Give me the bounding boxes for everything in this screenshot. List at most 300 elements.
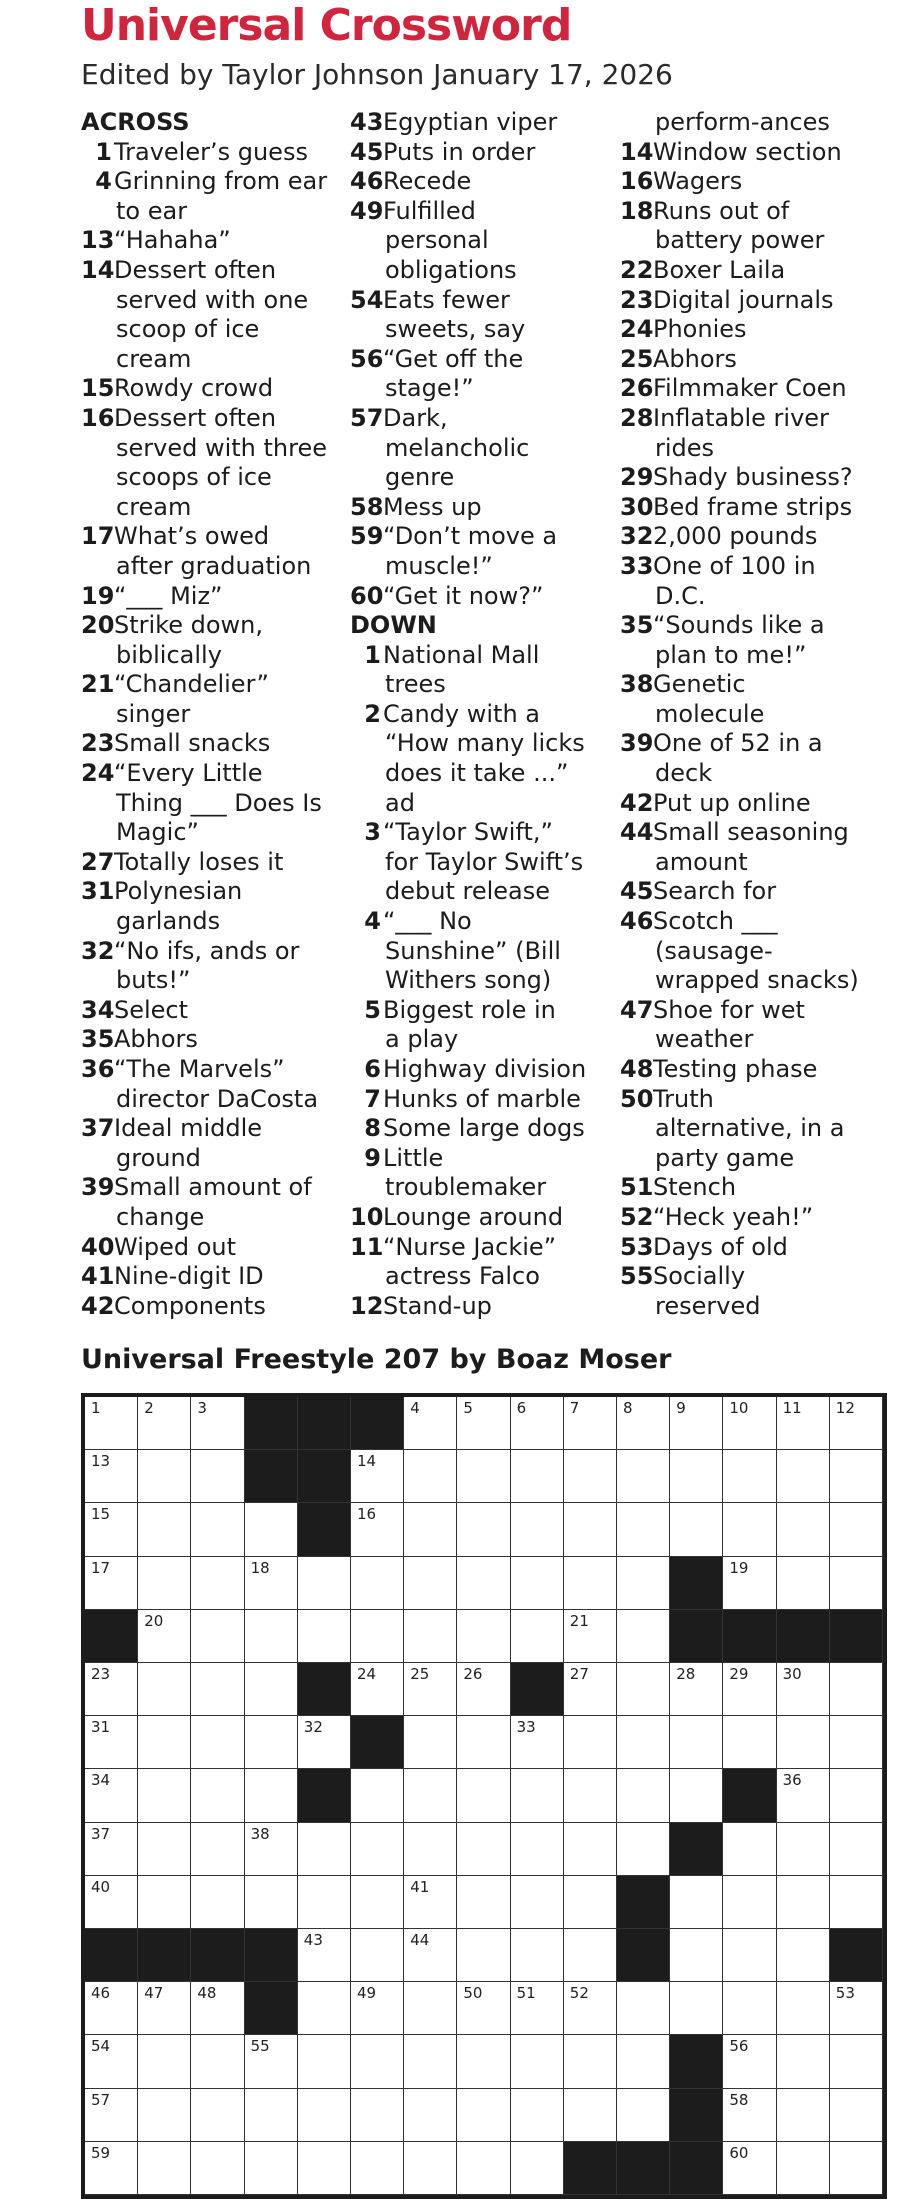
grid-cell[interactable]: [404, 2035, 457, 2088]
grid-cell[interactable]: [85, 1716, 138, 1769]
grid-cell[interactable]: [457, 1450, 510, 1503]
clue-text: director DaCosta: [116, 1084, 319, 1113]
grid-cell[interactable]: [457, 1716, 510, 1769]
grid-cell[interactable]: [298, 2142, 351, 2195]
grid-block: [670, 2089, 723, 2142]
grid-cell[interactable]: [511, 1716, 564, 1769]
clue-text: for Taylor Swift’s: [385, 847, 584, 876]
grid-cell[interactable]: [138, 1769, 191, 1822]
clue-number: 12: [350, 1291, 384, 1320]
grid-cell[interactable]: [191, 2089, 244, 2142]
grid-cell[interactable]: [85, 1769, 138, 1822]
grid-cell[interactable]: [723, 1929, 776, 1982]
grid-cell[interactable]: [85, 2089, 138, 2142]
clue-item: [350, 404, 618, 434]
grid-cell[interactable]: [830, 1769, 883, 1822]
grid-cell[interactable]: [404, 1769, 457, 1822]
grid-cell[interactable]: [564, 1557, 617, 1610]
grid-cell[interactable]: [298, 1929, 351, 1982]
grid-cell[interactable]: [191, 1716, 244, 1769]
cell-number: 48: [197, 1984, 217, 2003]
grid-cell[interactable]: [777, 1663, 830, 1716]
grid-cell[interactable]: [404, 1823, 457, 1876]
grid-cell[interactable]: [617, 2089, 670, 2142]
grid-cell[interactable]: [670, 1769, 723, 1822]
grid-cell[interactable]: [670, 1716, 723, 1769]
grid-cell[interactable]: [617, 1610, 670, 1663]
clue-text-continued: [81, 1144, 346, 1174]
grid-cell[interactable]: [617, 1663, 670, 1716]
clue-item: [81, 996, 346, 1026]
grid-cell[interactable]: [564, 1876, 617, 1929]
clue-text: Ideal middle: [114, 1114, 263, 1143]
grid-cell[interactable]: [191, 1769, 244, 1822]
clue-item: [350, 1292, 618, 1322]
grid-cell[interactable]: [777, 1929, 830, 1982]
grid-cell[interactable]: [191, 1823, 244, 1876]
grid-cell[interactable]: [138, 1610, 191, 1663]
grid-cell[interactable]: [85, 1823, 138, 1876]
grid-cell[interactable]: [85, 2035, 138, 2088]
clue-number: 42: [620, 788, 654, 817]
grid-cell[interactable]: [404, 1982, 457, 2035]
grid-cell[interactable]: [777, 2035, 830, 2088]
grid-cell[interactable]: [617, 2035, 670, 2088]
clue-text: “___ Miz”: [114, 581, 223, 610]
grid-cell[interactable]: [191, 1450, 244, 1503]
grid-block: [191, 1929, 244, 1982]
clue-item: [81, 1114, 346, 1144]
cell-number: 21: [569, 1611, 589, 1630]
grid-cell[interactable]: [723, 1503, 776, 1556]
clue-text: “___ No: [383, 907, 472, 936]
grid-block: [298, 1397, 351, 1450]
grid-cell[interactable]: [723, 1397, 776, 1450]
clue-item: [81, 138, 346, 168]
grid-cell[interactable]: [298, 1982, 351, 2035]
grid-cell[interactable]: [245, 2035, 298, 2088]
grid-cell[interactable]: [564, 2089, 617, 2142]
grid-cell[interactable]: [777, 1397, 830, 1450]
cell-number: 16: [357, 1505, 377, 1524]
grid-cell[interactable]: [670, 1503, 723, 1556]
clue-text: National Mall: [383, 640, 540, 669]
grid-cell[interactable]: [723, 1663, 776, 1716]
grid-block: [617, 1929, 670, 1982]
grid-cell[interactable]: [457, 1503, 510, 1556]
clue-number: 39: [620, 729, 654, 758]
clue-number: 18: [620, 196, 654, 225]
grid-cell[interactable]: [404, 1876, 457, 1929]
grid-cell[interactable]: [191, 2035, 244, 2088]
clue-text-continued: [620, 966, 916, 996]
grid-cell[interactable]: [298, 1610, 351, 1663]
cell-number: 49: [357, 1984, 377, 2003]
grid-cell[interactable]: [617, 1450, 670, 1503]
grid-cell[interactable]: [404, 1557, 457, 1610]
clue-section-heading: ACROSS: [81, 108, 190, 136]
clue-item: [81, 167, 346, 197]
clue-text-continued: [620, 108, 916, 138]
grid-cell[interactable]: [351, 1929, 404, 1982]
clue-number: 16: [620, 167, 654, 196]
clue-text-continued: [350, 256, 618, 286]
clue-item: [620, 1173, 916, 1203]
grid-cell[interactable]: [245, 2089, 298, 2142]
grid-cell[interactable]: [617, 1503, 670, 1556]
cell-number: 32: [303, 1718, 323, 1737]
clue-text: to ear: [116, 196, 188, 225]
grid-cell[interactable]: [191, 2142, 244, 2195]
grid-cell[interactable]: [245, 1716, 298, 1769]
clue-number: 45: [350, 137, 384, 166]
grid-cell[interactable]: [404, 1450, 457, 1503]
clue-item: [350, 1233, 618, 1263]
cell-number: 59: [91, 2143, 111, 2162]
grid-cell[interactable]: [723, 2089, 776, 2142]
grid-cell[interactable]: [351, 1663, 404, 1716]
clue-text: Stand-up: [383, 1291, 492, 1320]
grid-cell[interactable]: [670, 1876, 723, 1929]
grid-cell[interactable]: [670, 1663, 723, 1716]
clue-section-heading: DOWN: [350, 611, 437, 640]
grid-cell[interactable]: [564, 1610, 617, 1663]
grid-cell[interactable]: [298, 1716, 351, 1769]
grid-cell[interactable]: [830, 1716, 883, 1769]
grid-cell[interactable]: [511, 2089, 564, 2142]
grid-cell[interactable]: [245, 1503, 298, 1556]
grid-cell[interactable]: [351, 1982, 404, 2035]
clue-text: Socially: [653, 1262, 746, 1291]
grid-cell[interactable]: [138, 2142, 191, 2195]
clue-text: obligations: [385, 255, 517, 284]
grid-cell[interactable]: [351, 1503, 404, 1556]
clue-item: [350, 1203, 618, 1233]
grid-cell[interactable]: [298, 2035, 351, 2088]
grid-cell[interactable]: [564, 1823, 617, 1876]
clue-item: [81, 848, 346, 878]
grid-cell[interactable]: [777, 2142, 830, 2195]
grid-cell[interactable]: [723, 1450, 776, 1503]
clue-number: 35: [81, 1025, 115, 1054]
cell-number: 5: [463, 1399, 473, 1417]
cell-number: 13: [91, 1452, 111, 1471]
grid-cell[interactable]: [457, 2142, 510, 2195]
grid-cell[interactable]: [670, 1450, 723, 1503]
clue-text-continued: [350, 1025, 618, 1055]
grid-cell[interactable]: [85, 1397, 138, 1450]
grid-cell[interactable]: [138, 1450, 191, 1503]
clue-item: [620, 256, 916, 286]
grid-cell[interactable]: [777, 1823, 830, 1876]
clue-text-continued: [620, 1114, 916, 1144]
grid-cell[interactable]: [85, 1503, 138, 1556]
grid-cell[interactable]: [298, 2089, 351, 2142]
grid-cell[interactable]: [511, 1450, 564, 1503]
grid-cell[interactable]: [404, 1503, 457, 1556]
grid-cell[interactable]: [777, 1876, 830, 1929]
grid-cell[interactable]: [723, 2142, 776, 2195]
clue-item: [620, 996, 916, 1026]
clue-text: troublemaker: [385, 1173, 547, 1202]
grid-cell[interactable]: [564, 1982, 617, 2035]
grid-cell[interactable]: [457, 1876, 510, 1929]
grid-cell[interactable]: [138, 2089, 191, 2142]
grid-cell[interactable]: [511, 1929, 564, 1982]
grid-cell[interactable]: [245, 1823, 298, 1876]
cell-number: 17: [91, 1558, 111, 1577]
grid-cell[interactable]: [777, 1769, 830, 1822]
clue-item: [620, 670, 916, 700]
grid-cell[interactable]: [138, 1557, 191, 1610]
clue-number: 50: [620, 1084, 654, 1113]
grid-cell[interactable]: [617, 1769, 670, 1822]
clue-number: 47: [620, 995, 654, 1024]
clue-number: 27: [81, 847, 115, 876]
grid-cell[interactable]: [723, 2035, 776, 2088]
grid-cell[interactable]: [830, 1663, 883, 1716]
grid-cell[interactable]: [564, 1769, 617, 1822]
grid-cell[interactable]: [404, 1716, 457, 1769]
grid-cell[interactable]: [298, 1876, 351, 1929]
grid-cell[interactable]: [830, 1982, 883, 2035]
grid-cell[interactable]: [191, 1663, 244, 1716]
clue-number: 10: [350, 1202, 384, 1231]
grid-cell[interactable]: [85, 2142, 138, 2195]
grid-cell[interactable]: [404, 2142, 457, 2195]
grid-cell[interactable]: [511, 1610, 564, 1663]
grid-block: [85, 1929, 138, 1982]
grid-cell[interactable]: [564, 1716, 617, 1769]
grid-cell[interactable]: [670, 1929, 723, 1982]
grid-cell[interactable]: [298, 1823, 351, 1876]
cell-number: 56: [729, 2037, 749, 2056]
grid-cell[interactable]: [191, 1610, 244, 1663]
clue-text: “The Marvels”: [114, 1055, 285, 1083]
grid-cell[interactable]: [511, 1769, 564, 1822]
grid-cell[interactable]: [830, 1503, 883, 1556]
grid-cell[interactable]: [457, 1397, 510, 1450]
clue-text: scoops of ice: [116, 463, 272, 492]
grid-block: [298, 1450, 351, 1503]
grid-cell[interactable]: [617, 1557, 670, 1610]
grid-cell[interactable]: [404, 1929, 457, 1982]
grid-cell[interactable]: [245, 1610, 298, 1663]
grid-cell[interactable]: [617, 1716, 670, 1769]
clue-item: [350, 197, 618, 227]
grid-cell[interactable]: [351, 1610, 404, 1663]
clue-text-continued: [350, 877, 618, 907]
grid-cell[interactable]: [138, 1663, 191, 1716]
grid-cell[interactable]: [85, 1876, 138, 1929]
grid-cell[interactable]: [191, 1397, 244, 1450]
grid-cell[interactable]: [511, 2142, 564, 2195]
grid-cell[interactable]: [830, 1823, 883, 1876]
grid-cell[interactable]: [564, 1663, 617, 1716]
grid-cell[interactable]: [830, 2089, 883, 2142]
clue-text-continued: [81, 286, 346, 316]
grid-cell[interactable]: [777, 2089, 830, 2142]
grid-cell[interactable]: [351, 2142, 404, 2195]
clue-number: 24: [81, 759, 115, 788]
grid-cell[interactable]: [191, 1503, 244, 1556]
clue-text: weather: [655, 1025, 754, 1054]
clue-text: Traveler’s guess: [114, 137, 308, 166]
grid-cell[interactable]: [830, 2035, 883, 2088]
grid-cell[interactable]: [457, 1929, 510, 1982]
grid-cell[interactable]: [457, 2035, 510, 2088]
cell-number: 28: [676, 1665, 696, 1683]
grid-cell[interactable]: [617, 1982, 670, 2035]
grid-cell[interactable]: [351, 2089, 404, 2142]
cell-number: 33: [516, 1718, 536, 1737]
grid-cell[interactable]: [85, 1557, 138, 1610]
grid-cell[interactable]: [564, 1397, 617, 1450]
grid-cell[interactable]: [670, 1982, 723, 2035]
cell-number: 11: [782, 1399, 802, 1417]
grid-cell[interactable]: [351, 1823, 404, 1876]
clue-text-continued: [81, 552, 346, 582]
grid-cell[interactable]: [457, 1663, 510, 1716]
clue-text: personal: [385, 226, 489, 255]
grid-cell[interactable]: [138, 1876, 191, 1929]
grid-cell[interactable]: [351, 1769, 404, 1822]
grid-cell[interactable]: [830, 2142, 883, 2195]
grid-cell[interactable]: [511, 1823, 564, 1876]
grid-block: [617, 2142, 670, 2195]
grid-cell[interactable]: [511, 2035, 564, 2088]
cell-number: 31: [91, 1718, 111, 1737]
grid-cell[interactable]: [564, 2035, 617, 2088]
clue-number: 58: [350, 492, 384, 521]
grid-cell[interactable]: [830, 1397, 883, 1450]
clue-item: [81, 877, 346, 907]
cell-number: 46: [91, 1984, 111, 2003]
grid-cell[interactable]: [511, 1397, 564, 1450]
grid-cell[interactable]: [670, 1397, 723, 1450]
clue-text: Window section: [653, 137, 842, 166]
clue-number: 13: [81, 226, 115, 255]
grid-cell[interactable]: [191, 1557, 244, 1610]
grid-cell[interactable]: [777, 1503, 830, 1556]
clue-text: Genetic: [653, 670, 746, 699]
clue-text: ground: [116, 1143, 201, 1172]
grid-cell[interactable]: [617, 1823, 670, 1876]
grid-cell[interactable]: [564, 1503, 617, 1556]
grid-cell[interactable]: [191, 1876, 244, 1929]
clue-text: Mess up: [383, 492, 482, 521]
clue-text-continued: [350, 1173, 618, 1203]
grid-cell[interactable]: [457, 2089, 510, 2142]
grid-cell[interactable]: [723, 1876, 776, 1929]
grid-cell[interactable]: [85, 1663, 138, 1716]
grid-cell[interactable]: [777, 1716, 830, 1769]
clue-text: perform-ances: [655, 108, 830, 136]
grid-cell[interactable]: [723, 1557, 776, 1610]
grid-cell[interactable]: [777, 1982, 830, 2035]
grid-cell[interactable]: [564, 1929, 617, 1982]
clue-number: 53: [620, 1232, 654, 1261]
clue-number: 42: [81, 1291, 115, 1320]
grid-block: [670, 1823, 723, 1876]
grid-cell[interactable]: [511, 1982, 564, 2035]
grid-cell[interactable]: [85, 1982, 138, 2035]
grid-cell[interactable]: [351, 2035, 404, 2088]
clue-number: 17: [81, 522, 115, 551]
grid-cell[interactable]: [723, 1823, 776, 1876]
grid-cell[interactable]: [457, 1823, 510, 1876]
cell-number: 24: [357, 1665, 377, 1683]
clue-number: 54: [350, 285, 384, 314]
grid-cell[interactable]: [138, 1982, 191, 2035]
cell-number: 2: [144, 1399, 154, 1417]
grid-cell[interactable]: [777, 1450, 830, 1503]
grid-cell[interactable]: [351, 1450, 404, 1503]
clue-number: 4: [364, 907, 381, 936]
grid-cell[interactable]: [723, 1716, 776, 1769]
cell-number: 7: [569, 1399, 580, 1417]
grid-cell[interactable]: [404, 1397, 457, 1450]
clue-item: [620, 552, 916, 582]
grid-cell[interactable]: [245, 2142, 298, 2195]
grid-cell[interactable]: [404, 1610, 457, 1663]
grid-cell[interactable]: [138, 1397, 191, 1450]
grid-cell[interactable]: [404, 1663, 457, 1716]
clue-number: 14: [81, 255, 115, 284]
grid-cell[interactable]: [830, 1876, 883, 1929]
grid-cell[interactable]: [457, 1769, 510, 1822]
grid-cell[interactable]: [511, 1876, 564, 1929]
grid-cell[interactable]: [564, 1450, 617, 1503]
clue-number: 52: [620, 1202, 654, 1231]
grid-cell[interactable]: [245, 1663, 298, 1716]
grid-cell[interactable]: [191, 1982, 244, 2035]
grid-cell[interactable]: [138, 1823, 191, 1876]
grid-cell[interactable]: [830, 1557, 883, 1610]
crossword-grid: [81, 1393, 887, 2199]
grid-cell[interactable]: [85, 1450, 138, 1503]
grid-cell[interactable]: [245, 1557, 298, 1610]
grid-cell[interactable]: [245, 1769, 298, 1822]
grid-cell[interactable]: [245, 1876, 298, 1929]
grid-cell[interactable]: [511, 1503, 564, 1556]
grid-cell[interactable]: [138, 1503, 191, 1556]
grid-cell[interactable]: [617, 1397, 670, 1450]
grid-cell[interactable]: [777, 1557, 830, 1610]
cell-number: 19: [729, 1558, 749, 1577]
grid-cell[interactable]: [404, 2089, 457, 2142]
cell-number: 58: [729, 2090, 749, 2109]
clue-text-continued: [620, 582, 916, 612]
grid-cell[interactable]: [830, 1450, 883, 1503]
grid-cell[interactable]: [457, 1982, 510, 2035]
clue-text: cream: [116, 492, 192, 521]
clue-number: 6: [364, 1055, 381, 1083]
clue-text: Rowdy crowd: [114, 374, 274, 403]
clue-text: One of 52 in a: [653, 729, 823, 758]
grid-cell[interactable]: [351, 1557, 404, 1610]
clue-number: 22: [620, 255, 654, 284]
grid-cell[interactable]: [138, 2035, 191, 2088]
grid-cell[interactable]: [511, 1557, 564, 1610]
grid-cell[interactable]: [298, 1557, 351, 1610]
grid-cell[interactable]: [457, 1610, 510, 1663]
grid-cell[interactable]: [138, 1716, 191, 1769]
grid-cell[interactable]: [723, 1982, 776, 2035]
grid-cell[interactable]: [351, 1876, 404, 1929]
grid-cell[interactable]: [457, 1557, 510, 1610]
clue-text: alternative, in a: [655, 1114, 845, 1143]
